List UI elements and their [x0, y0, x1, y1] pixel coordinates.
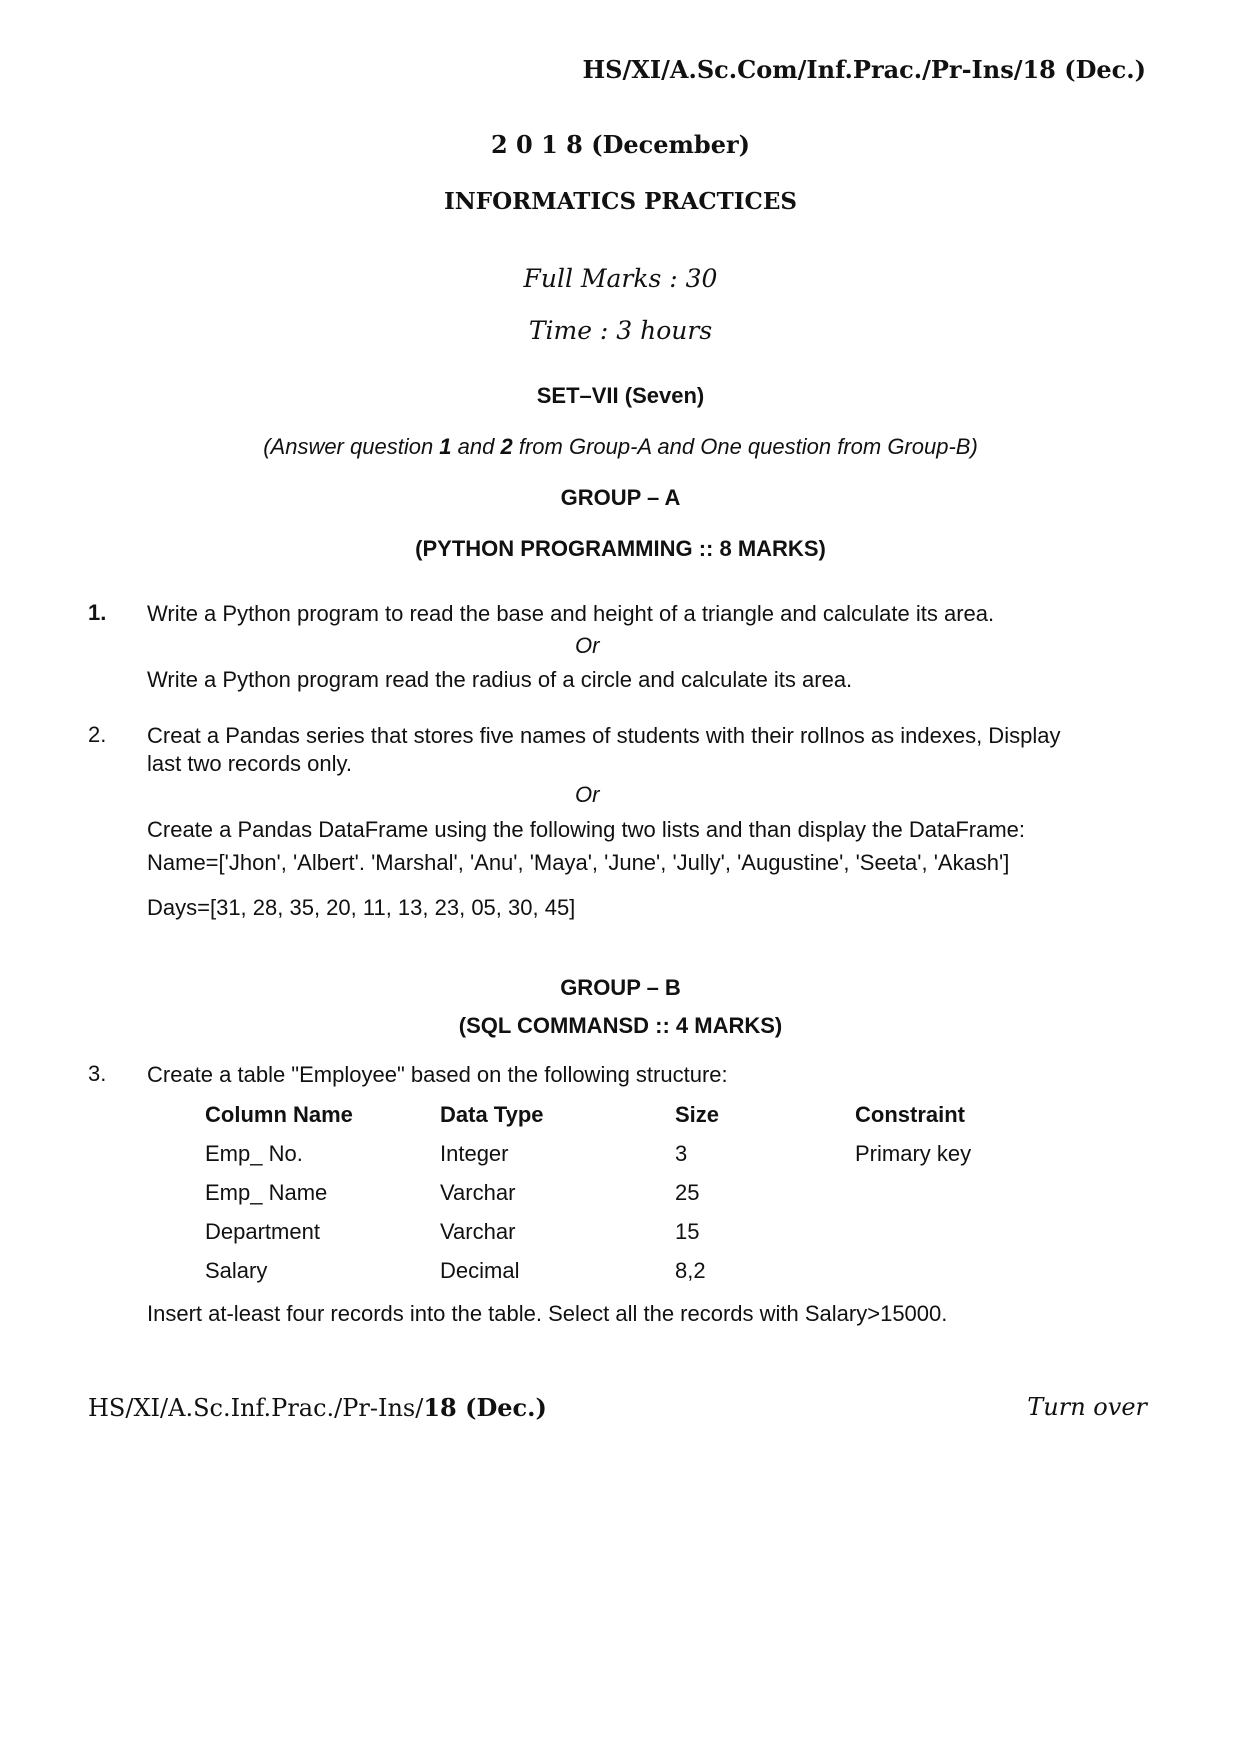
instruction-part3: from Group-A and One question from Group-B) [512, 434, 978, 459]
table-header: Size [675, 1102, 720, 1127]
table-cell: 25 [675, 1180, 700, 1205]
table-cell: Emp_ Name [205, 1180, 328, 1205]
group-a-title: GROUP – A [560, 485, 681, 510]
table-row [205, 1141, 1055, 1180]
instruction-n2: 2 [500, 434, 513, 459]
table-cell: 3 [675, 1141, 688, 1166]
question-2-names-list: Name=['Jhon', 'Albert'. 'Marshal', 'Anu', 'Maya', 'June', 'Jully', 'Augustine', 'Seeta', 'Akash'] [147, 850, 1010, 875]
table-cell: 8,2 [675, 1258, 706, 1283]
instruction-part2: and [451, 434, 501, 459]
question-2-number: 2. [88, 722, 107, 747]
subject-title: INFORMATICS PRACTICES [444, 188, 797, 215]
table-row [205, 1258, 1055, 1297]
table-row [205, 1219, 1055, 1258]
footer-code-prefix: HS/XI/A.Sc.Inf.Prac./Pr-Ins/ [88, 1394, 424, 1422]
table-row [205, 1180, 1055, 1219]
instruction-n1: 1 [439, 434, 452, 459]
table-cell: Emp_ No. [205, 1141, 303, 1166]
full-marks: Full Marks : 30 [523, 264, 718, 293]
question-2-or: Or [575, 782, 600, 807]
group-b-subtitle: (SQL COMMANSD :: 4 MARKS) [458, 1013, 783, 1038]
table-cell: Varchar [440, 1219, 516, 1244]
table-header-row [205, 1102, 1055, 1141]
table-cell: Integer [440, 1141, 509, 1166]
question-2-alternative: Create a Pandas DataFrame using the following two lists and than display the DataFrame: [147, 817, 1026, 842]
exam-year: 2 0 1 8 (December) [491, 130, 750, 159]
question-1-text: Write a Python program to read the base and height of a triangle and calculate its area. [147, 601, 995, 626]
group-a-subtitle: (PYTHON PROGRAMMING :: 8 MARKS) [415, 536, 826, 561]
instruction-part1: (Answer question [263, 434, 440, 459]
footer-code [88, 1393, 547, 1422]
table-cell: Primary key [855, 1141, 972, 1166]
time-allowed: Time : 3 hours [528, 316, 713, 345]
question-2-days-list: Days=[31, 28, 35, 20, 11, 13, 23, 05, 30, 45] [147, 895, 576, 920]
question-3-text: Create a table "Employee" based on the following structure: [147, 1062, 728, 1087]
question-1-or: Or [575, 633, 600, 658]
table-header: Column Name [205, 1102, 353, 1127]
table-cell [855, 1258, 1055, 1297]
table-cell [855, 1219, 1055, 1258]
instruction [0, 434, 1241, 460]
question-1-alternative: Write a Python program read the radius of a circle and calculate its area. [147, 667, 853, 692]
table-cell: Department [205, 1219, 320, 1244]
question-3-instruction: Insert at-least four records into the table. Select all the records with Salary>15000. [147, 1301, 948, 1326]
question-1-number: 1. [88, 600, 107, 625]
table-cell: 15 [675, 1219, 700, 1244]
set-label: SET–VII (Seven) [536, 383, 705, 408]
table-cell: Varchar [440, 1180, 516, 1205]
question-3-number: 3. [88, 1061, 107, 1086]
group-b-title: GROUP – B [560, 975, 681, 1000]
table-header: Data Type [440, 1102, 544, 1127]
paper-code: HS/XI/A.Sc.Com/Inf.Prac./Pr-Ins/18 (Dec.) [582, 55, 1146, 84]
footer-code-bold: 18 (Dec.) [423, 1393, 547, 1422]
table-header: Constraint [855, 1102, 965, 1127]
table-cell: Decimal [440, 1258, 520, 1283]
table-cell: Salary [205, 1258, 268, 1283]
turn-over-label: Turn over [1027, 1393, 1147, 1421]
table-cell [855, 1180, 1055, 1219]
question-2-text: Creat a Pandas series that stores five names of students with their rollnos as indexes, Display last two records only. [147, 723, 1061, 776]
employee-structure-table [205, 1102, 1055, 1297]
